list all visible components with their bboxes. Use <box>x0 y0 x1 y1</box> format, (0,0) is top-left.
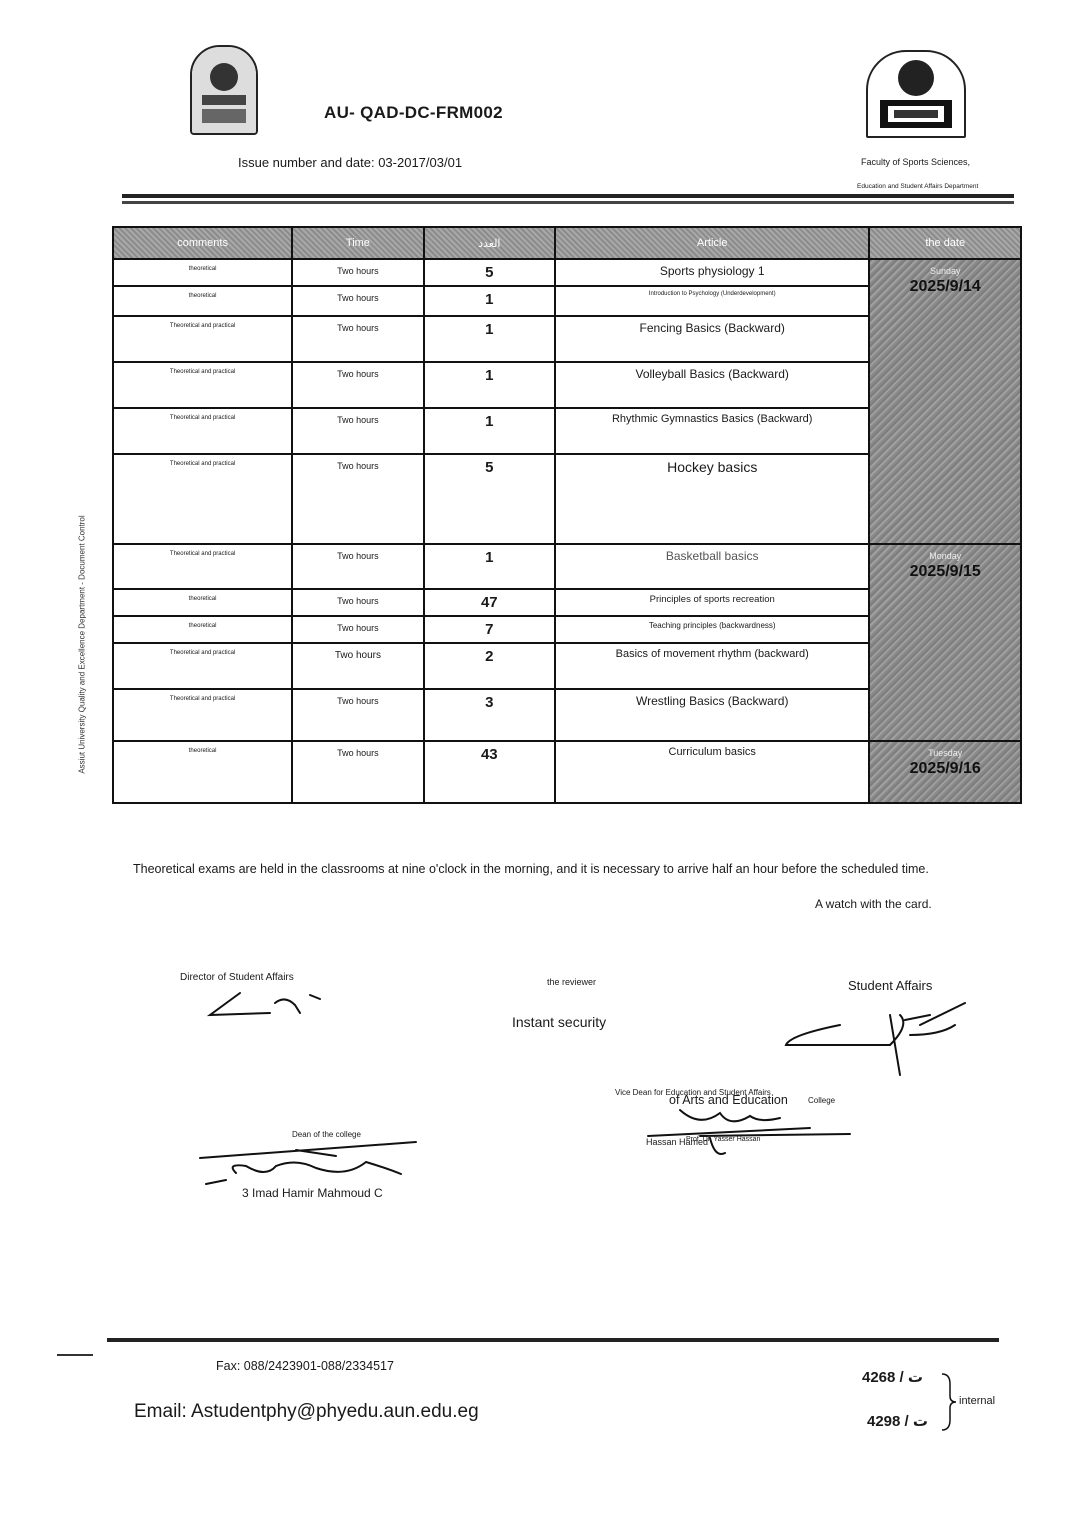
article-cell: Basketball basics <box>555 544 869 589</box>
comment-cell: Theoretical and practical <box>113 362 292 408</box>
brace-icon <box>938 1372 958 1432</box>
number-cell: 2 <box>424 643 555 689</box>
article-cell: Teaching principles (backwardness) <box>555 616 869 643</box>
footer-rule <box>107 1338 999 1342</box>
reviewer-label: the reviewer <box>547 977 597 987</box>
table-row <box>113 259 1021 286</box>
exam-date: 2025/9/15 <box>909 563 981 580</box>
student-affairs-signature <box>780 995 980 1085</box>
comment-cell: Theoretical and practical <box>113 689 292 741</box>
header-time: Time <box>292 227 423 259</box>
article-cell: Hockey basics <box>555 454 869 544</box>
number-cell: 1 <box>424 408 555 454</box>
time-cell: Two hours <box>292 544 423 589</box>
side-text: Assiut University Quality and Excellence Department - Document Control <box>77 515 87 774</box>
table-header-row <box>113 227 1021 259</box>
date-cell <box>869 544 1021 741</box>
vice-dean-name: Hassan Hamed <box>646 1137 709 1147</box>
time-cell: Two hours <box>292 408 423 454</box>
number-cell: 1 <box>424 544 555 589</box>
header-comments: comments <box>113 227 292 259</box>
footer-short-rule <box>57 1354 93 1356</box>
student-affairs-label: Student Affairs <box>848 978 933 993</box>
dean-name: 3 Imad Hamir Mahmoud C <box>242 1186 383 1200</box>
comment-cell: theoretical <box>113 616 292 643</box>
email-address: Email: Astudentphy@phyedu.aun.edu.eg <box>134 1401 479 1422</box>
time-cell: Two hours <box>292 741 423 803</box>
number-cell: 3 <box>424 689 555 741</box>
comment-cell: theoretical <box>113 589 292 616</box>
number-cell: 5 <box>424 454 555 544</box>
header-rule-2 <box>122 201 1014 204</box>
time-cell: Two hours <box>292 643 423 689</box>
university-logo <box>190 45 258 135</box>
article-cell: Volleyball Basics (Backward) <box>555 362 869 408</box>
number-cell: 7 <box>424 616 555 643</box>
article-cell: Wrestling Basics (Backward) <box>555 689 869 741</box>
article-cell: Introduction to Psychology (Underdevelopment) <box>555 286 869 316</box>
article-cell: Curriculum basics <box>555 741 869 803</box>
exam-date: 2025/9/16 <box>909 760 981 777</box>
director-signature <box>200 985 330 1030</box>
comment-cell: Theoretical and practical <box>113 316 292 362</box>
internal-label: internal <box>959 1395 996 1407</box>
article-cell: Rhythmic Gymnastics Basics (Backward) <box>555 408 869 454</box>
header-date: the date <box>869 227 1021 259</box>
vice-dean-college: of Arts and Education <box>669 1093 788 1107</box>
reviewer-name: Instant security <box>512 1014 607 1030</box>
exam-date: 2025/9/14 <box>909 278 981 295</box>
time-cell: Two hours <box>292 616 423 643</box>
comment-cell: theoretical <box>113 741 292 803</box>
comment-cell: Theoretical and practical <box>113 454 292 544</box>
vice-dean-signature <box>640 1098 860 1163</box>
header-article: Article <box>555 227 869 259</box>
exam-note: Theoretical exams are held in the classrooms at nine o'clock in the morning, and it is necessary to arrive half an hour before the scheduled time. <box>133 862 929 876</box>
extension-2: 4298 / ت <box>867 1413 928 1430</box>
faculty-logo <box>866 50 966 138</box>
day-name: Monday <box>929 551 962 561</box>
time-cell: Two hours <box>292 589 423 616</box>
comment-cell: Theoretical and practical <box>113 643 292 689</box>
time-cell: Two hours <box>292 362 423 408</box>
article-cell: Basics of movement rhythm (backward) <box>555 643 869 689</box>
faculty-name: Faculty of Sports Sciences, <box>861 157 971 167</box>
header-rule <box>122 194 1014 198</box>
comment-cell: theoretical <box>113 286 292 316</box>
exam-schedule-table <box>112 226 1022 804</box>
article-cell: Principles of sports recreation <box>555 589 869 616</box>
table-row <box>113 544 1021 589</box>
day-name: Tuesday <box>928 748 963 758</box>
article-cell: Sports physiology 1 <box>555 259 869 286</box>
comment-cell: theoretical <box>113 259 292 286</box>
issue-number: Issue number and date: 03-2017/03/01 <box>238 155 463 170</box>
article-cell: Fencing Basics (Backward) <box>555 316 869 362</box>
vice-dean-name-title: Prof. Dr. Yasser Hassan <box>686 1136 761 1143</box>
college-label: College <box>808 1096 836 1105</box>
director-label: Director of Student Affairs <box>180 972 294 983</box>
comment-cell: Theoretical and practical <box>113 544 292 589</box>
vice-dean-label: Vice Dean for Education and Student Affairs <box>615 1088 771 1097</box>
form-code: AU- QAD-DC-FRM002 <box>324 103 503 122</box>
number-cell: 47 <box>424 589 555 616</box>
day-name: Sunday <box>929 266 961 276</box>
dean-label: Dean of the college <box>292 1130 361 1139</box>
comment-cell: Theoretical and practical <box>113 408 292 454</box>
dean-signature <box>196 1138 426 1193</box>
department-name: Education and Student Affairs Department <box>857 183 979 190</box>
extension-1: 4268 / ت <box>862 1369 923 1386</box>
time-cell: Two hours <box>292 689 423 741</box>
table-row <box>113 741 1021 803</box>
header-number: العدد <box>424 227 555 259</box>
time-cell: Two hours <box>292 259 423 286</box>
time-cell: Two hours <box>292 454 423 544</box>
date-cell <box>869 741 1021 803</box>
number-cell: 5 <box>424 259 555 286</box>
number-cell: 1 <box>424 316 555 362</box>
number-cell: 1 <box>424 362 555 408</box>
number-cell: 43 <box>424 741 555 803</box>
fax-number: Fax: 088/2423901-088/2334517 <box>216 1359 394 1373</box>
time-cell: Two hours <box>292 316 423 362</box>
time-cell: Two hours <box>292 286 423 316</box>
number-cell: 1 <box>424 286 555 316</box>
date-cell <box>869 259 1021 544</box>
watch-note: A watch with the card. <box>815 897 932 911</box>
